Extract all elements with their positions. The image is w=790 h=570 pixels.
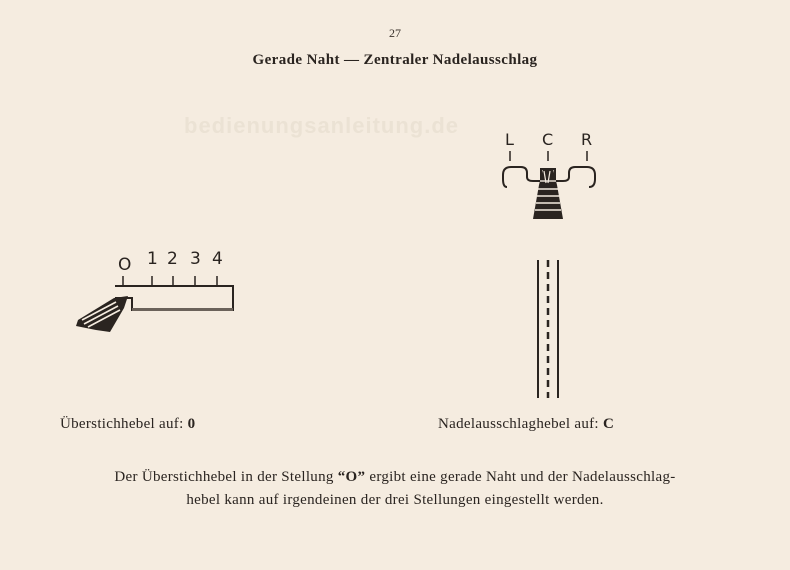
instruction-line1-a: Der Überstichhebel in der Stellung [114, 469, 338, 485]
lever-scale-ticks [123, 276, 217, 286]
needle-position-ticks [510, 151, 587, 161]
lever-position-1: 1 [147, 249, 158, 269]
lever-position-3: 3 [190, 249, 201, 269]
page-title: Gerade Naht — Zentraler Nadelausschlag [252, 52, 538, 68]
lever-slot [115, 286, 233, 310]
straight-seam-illustration [528, 258, 568, 400]
stitch-lever-caption-label: Überstichhebel auf: [60, 416, 184, 432]
needle-position-c: C [542, 130, 554, 149]
instruction-line1-b: “O” [337, 469, 366, 485]
needle-position-l: L [505, 130, 514, 149]
lever-slot-shadow [132, 308, 233, 311]
stitch-lever-diagram [70, 240, 250, 340]
instruction-line1-c: ergibt eine gerade Naht und der Nadelausschlag- [365, 469, 676, 485]
lever-position-4: 4 [212, 249, 223, 269]
instruction-paragraph [20, 466, 770, 512]
page-number: 27 [389, 26, 401, 40]
needle-position-diagram [495, 125, 610, 225]
stitch-lever-caption-value: 0 [187, 416, 196, 432]
lever-handle [76, 296, 128, 332]
instruction-line2: hebel kann auf irgendeinen der drei Stellungen eingestellt werden. [186, 492, 604, 508]
watermark: bedienungsanleitung.de [184, 113, 460, 138]
stitch-lever-caption [60, 416, 195, 433]
needle-position-r: R [581, 130, 593, 149]
needle-lever-caption [438, 416, 614, 433]
needle-lever-caption-value: C [602, 416, 615, 432]
needle-lever-caption-label: Nadelausschlaghebel auf: [438, 416, 599, 432]
lever-position-o: O [118, 255, 132, 275]
lever-position-2: 2 [167, 249, 178, 269]
needle-lever-handle [533, 169, 563, 219]
